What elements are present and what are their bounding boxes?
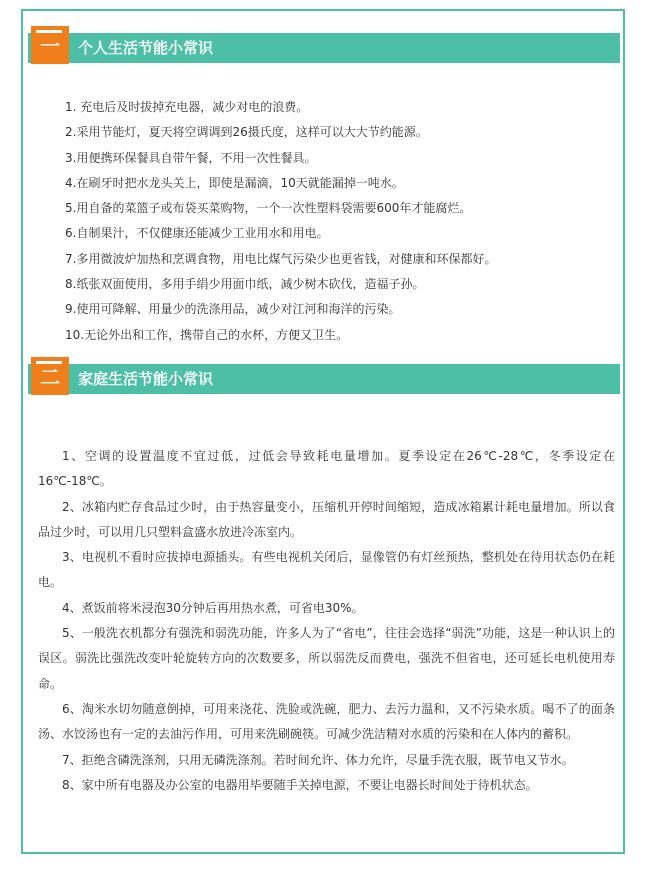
list-item: 4.在刷牙时把水龙头关上，即使是漏滴，10天就能漏掉一吨水。: [65, 175, 404, 190]
content-card: [21, 9, 625, 854]
list-item: 2.采用节能灯，夏天将空调调到26摄氏度，这样可以大大节约能源。: [65, 125, 428, 140]
list-item: 3.用便携环保餐具自带午餐，不用一次性餐具。: [65, 150, 317, 165]
personal-tips-list: [65, 95, 620, 348]
list-item: 6、淘米水切勿随意倒掉，可用来浇花、洗脸或洗碗，肥力、去污力温和，又不污染水质。喝不了的面条汤、水饺汤也有一定的去油污作用，可用来洗刷碗筷。可减少洗洁精对水质的污染和在人体内的蓄积。: [38, 701, 615, 742]
list-item: 5、一般洗衣机都分有强洗和弱洗功能，许多人为了“省电”，往往会选择“弱洗”功能，这是一种认识上的误区。弱洗比强洗改变叶轮旋转方向的次数要多，所以弱洗反而费电，强洗不但省电，还可延长电机使用寿命。: [38, 626, 615, 691]
list-item: 3、电视机不看时应拔掉电源插头。有些电视机关闭后，显像管仍有灯丝预热，整机处在待用状态仍在耗电。: [38, 550, 615, 590]
list-item: 10.无论外出和工作，携带自己的水杯，方便又卫生。: [65, 327, 349, 342]
section-number-badge: [31, 357, 69, 395]
section-title: 个人生活节能小常识: [78, 39, 214, 57]
list-item: 6.自制果汁，不仅健康还能减少工业用水和用电。: [65, 226, 329, 241]
section-number: 二: [40, 365, 60, 389]
list-item: 7、拒绝含磷洗涤剂，只用无磷洗涤剂。若时间允许、体力允许，尽量手洗衣服，既节电又节水。: [62, 752, 574, 767]
list-item: 1. 充电后及时拔掉充电器，减少对电的浪费。: [65, 100, 309, 114]
section-number-badge: [31, 26, 69, 64]
list-item: 7.多用微波炉加热和烹调食物，用电比煤气污染少也更省钱，对健康和环保都好。: [65, 251, 497, 266]
list-item: 2、冰箱内贮存食品过少时，由于热容量变小，压缩机开停时间缩短，造成冰箱累计耗电量增加。所以食品过少时，可以用几只塑料盒盛水放进冷冻室内。: [38, 499, 615, 539]
list-item: 8、家中所有电器及办公室的电器用毕要随手关掉电源，不要让电器长时间处于待机状态。: [62, 777, 538, 792]
list-item: 9.使用可降解、用量少的洗涤用品，减少对江河和海洋的污染。: [65, 302, 401, 317]
section-title: 家庭生活节能小常识: [78, 370, 214, 388]
section-header-personal: [28, 33, 620, 63]
list-item: 5.用自备的菜篮子或布袋买菜购物，一个一次性塑料袋需要600年才能腐烂。: [65, 201, 472, 216]
list-item: 1、空调的设置温度不宜过低，过低会导致耗电量增加。夏季设定在26℃-28℃，冬季设定在16℃-18℃。: [38, 449, 615, 489]
section-header-household: [28, 364, 620, 394]
household-tips-list: [38, 444, 615, 798]
list-item: 4、煮饭前将米浸泡30分钟后再用热水煮，可省电30%。: [62, 600, 364, 615]
section-number: 一: [40, 34, 60, 58]
list-item: 8.纸张双面使用，多用手绢少用面巾纸，减少树木砍伐，造福子孙。: [65, 277, 425, 292]
